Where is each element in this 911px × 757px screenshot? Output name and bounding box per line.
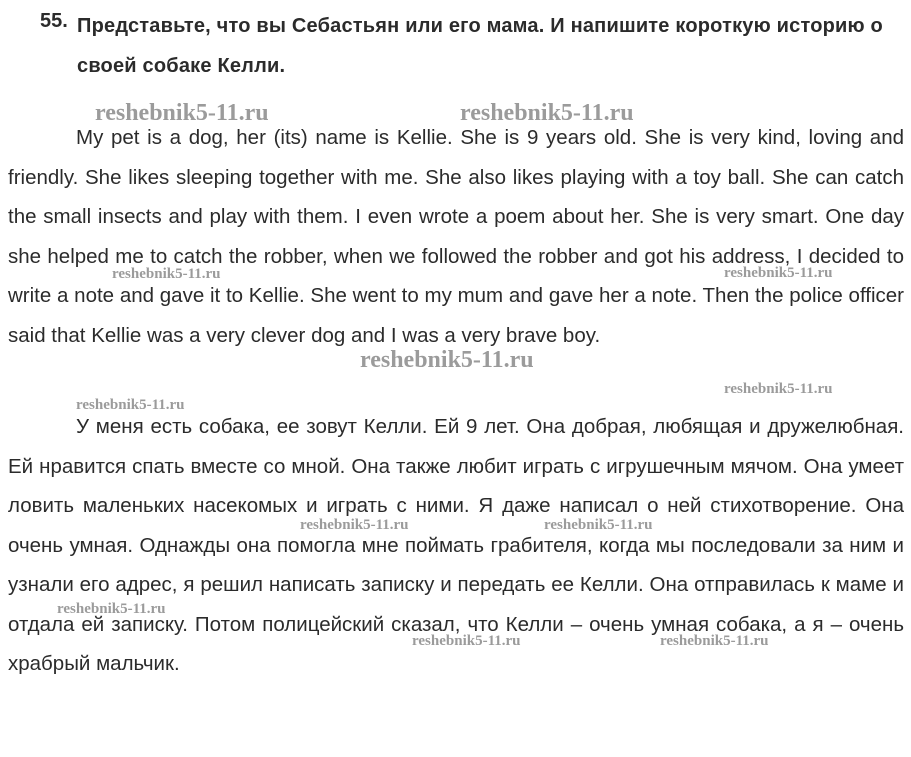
watermark-logo: reshebnik5-11.ru bbox=[112, 266, 221, 282]
watermark-logo: reshebnik5-11.ru bbox=[57, 601, 166, 617]
task-number: 55. bbox=[40, 10, 68, 32]
watermark-logo: reshebnik5-11.ru bbox=[660, 633, 769, 649]
watermark-logo: reshebnik5-11.ru bbox=[460, 100, 634, 126]
watermark-logo: reshebnik5-11.ru bbox=[300, 517, 409, 533]
answer-russian-paragraph: У меня есть собака, ее зовут Келли. Ей 9 лет. Она добрая, любящая и дружелюбная. Ей нравится спать вместе со мной. Она также любит играть с игрушечным мячом. Она умеет ловить маленьких насекомых и играть с ними. Я даже написал о ней стихотворение. Она очень умная. Однажды она помогла мне поймать грабителя, когда мы последовали за ним и узнали его адрес, я решил написать записку и передать ее Келли. Она отправилась к маме и отдала ей записку. Потом полицейский сказал, что Келли – очень умная собака, а я – очень храбрый мальчик. bbox=[8, 415, 904, 675]
watermark-logo: reshebnik5-11.ru bbox=[724, 381, 833, 397]
watermark-logo: reshebnik5-11.ru bbox=[95, 100, 269, 126]
watermark-logo: reshebnik5-11.ru bbox=[76, 397, 185, 413]
watermark-logo: reshebnik5-11.ru bbox=[544, 517, 653, 533]
watermark-logo: reshebnik5-11.ru bbox=[724, 265, 833, 281]
task-instruction: Представьте, что вы Себастьян или его мама. И напишите короткую историю о своей собаке Келли. bbox=[77, 15, 883, 77]
answer-english-paragraph: My pet is a dog, her (its) name is Kellie. She is 9 years old. She is very kind, loving and friendly. She likes sleeping together with me. She also likes playing with a toy ball. She can catch the small insects and play with them. I even wrote a poem about her. She is very smart. One day she helped me to catch the robber, when we followed the robber and got his address, I decided to write a note and gave it to Kellie. She went to my mum and gave her a note. Then the police officer said that Kellie was a very clever dog and I was a very brave boy. bbox=[8, 126, 904, 347]
watermark-logo: reshebnik5-11.ru bbox=[360, 347, 534, 373]
watermark-logo: reshebnik5-11.ru bbox=[412, 633, 521, 649]
